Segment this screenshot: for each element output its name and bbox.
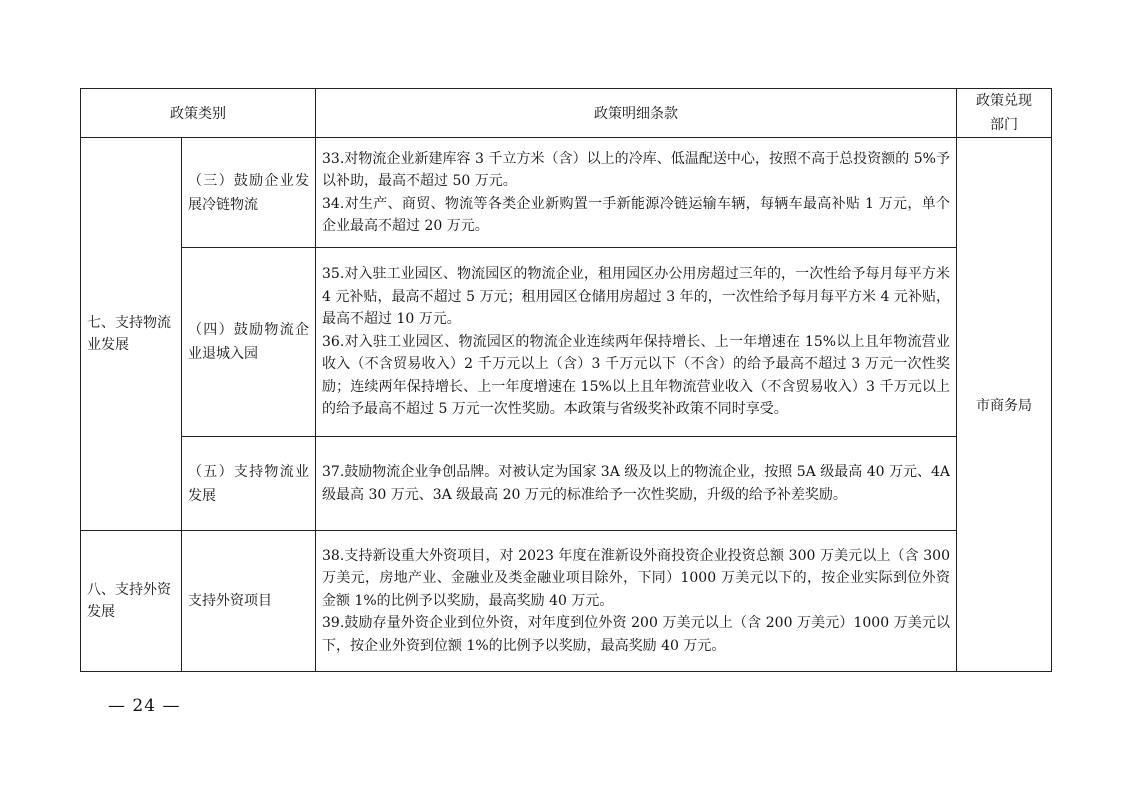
clause-39: 39.鼓励存量外资企业到位外资，对年度到位外资 200 万美元以上（含 200 万美元）1000 万美元以下，按企业外资到位额 1%的比例予以奖励，最高奖励 40 万元。 xyxy=(322,615,950,654)
clause-34: 34.对生产、商贸、物流等各类企业新购置一手新能源冷链运输车辆，每辆车最高补贴 1 万元，单个企业最高不超过 20 万元。 xyxy=(322,195,950,234)
clause-35: 35.对入驻工业园区、物流园区的物流企业，租用园区办公用房超过三年的，一次性给予每月每平方米 4 元补贴，最高不超过 5 万元；租用园区仓储用房超过 3 年的，一次性给予每月每平方米 4 元补贴，最高不超过 10 万元。 xyxy=(322,266,950,328)
policy-details xyxy=(316,531,957,672)
clause-33: 33.对物流企业新建库容 3 千立方米（含）以上的冷库、低温配送中心，按照不高于总投资额的 5%予以补助，最高不超过 50 万元。 xyxy=(322,150,950,189)
header-details: 政策明细条款 xyxy=(316,89,957,138)
table-row xyxy=(81,248,1052,437)
main-category-foreign-investment: 八、支持外资发展 xyxy=(81,531,182,672)
policy-details xyxy=(316,138,957,248)
policy-table xyxy=(80,88,1052,672)
header-category: 政策类别 xyxy=(81,89,316,138)
department-cell: 市商务局 xyxy=(957,138,1052,672)
policy-details xyxy=(316,248,957,437)
table-row xyxy=(81,437,1052,531)
subcategory-logistics-development: （五）支持物流业发展 xyxy=(182,437,316,531)
policy-details xyxy=(316,437,957,531)
clause-38: 38.支持新设重大外资项目，对 2023 年度在淮新设外商投资企业投资总额 300 万美元以上（含 300 万美元，房地产业、金融业及类金融业项目除外，下同）1000 万美元以下的，按企业实际到位外资金额 1%的比例予以奖励，最高奖励 40 万元。 xyxy=(322,547,950,609)
header-department: 政策兑现部门 xyxy=(957,89,1052,138)
subcategory-relocation: （四）鼓励物流企业退城入园 xyxy=(182,248,316,437)
subcategory-foreign-projects: 支持外资项目 xyxy=(182,531,316,672)
subcategory-cold-chain: （三）鼓励企业发展冷链物流 xyxy=(182,138,316,248)
clause-36: 36.对入驻工业园区、物流园区的物流企业连续两年保持增长、上一年增速在 15%以上且年物流营业收入（不含贸易收入）2 千万元以上（含）3 千万元以下（不含）的给予最高不超过 3 万元一次性奖励；连续两年保持增长、上一年度增速在 15%以上且年物流营业收入（不含贸易收入）3 千万元以上的给予最高不超过 5 万元一次性奖励。本政策与省级奖补政策不同时享受。 xyxy=(322,333,950,418)
table-row xyxy=(81,531,1052,672)
clause-37: 37.鼓励物流企业争创品牌。对被认定为国家 3A 级及以上的物流企业，按照 5A 级最高 40 万元、4A 级最高 30 万元、3A 级最高 20 万元的标准给予一次性奖励，升级的给予补差奖励。 xyxy=(322,464,950,503)
table-row xyxy=(81,138,1052,248)
table-header-row xyxy=(81,89,1052,138)
main-category-logistics: 七、支持物流业发展 xyxy=(81,138,182,531)
page-number: — 24 — xyxy=(108,696,181,716)
